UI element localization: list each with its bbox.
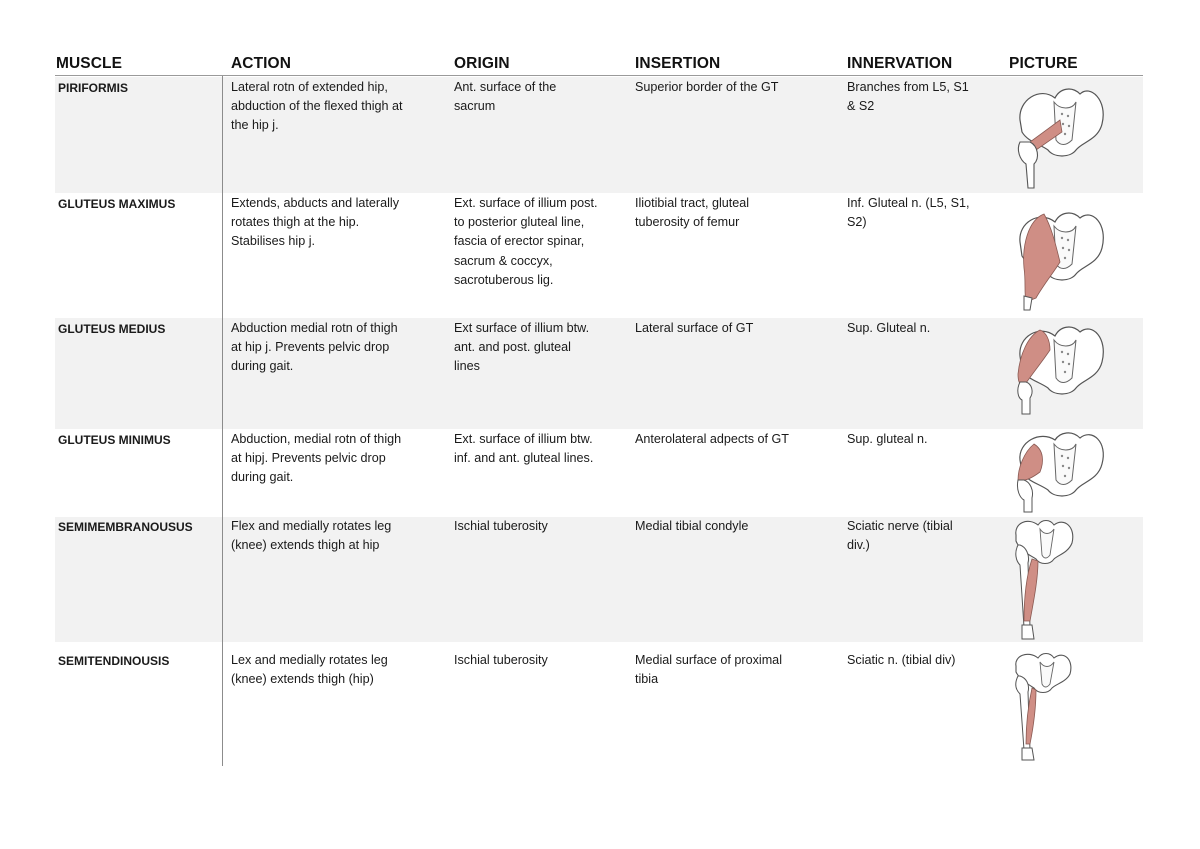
cell-action: [231, 430, 401, 488]
cell-action: [231, 194, 399, 252]
cell-line: tuberosity of femur: [635, 215, 740, 230]
cell-line: sacrum: [454, 99, 496, 114]
cell-insertion: [635, 78, 779, 97]
cell-line: Inf. Gluteal n. (L5, S1,: [847, 196, 970, 210]
cell-line: Ischial tuberosity: [454, 653, 548, 667]
cell-line: (knee) extends thigh (hip): [231, 672, 374, 687]
cell-line: Sup. Gluteal n.: [847, 321, 931, 335]
cell-line: Ext. surface of illium btw.: [454, 432, 593, 446]
cell-line: GLUTEUS MEDIUS: [58, 322, 166, 336]
cell-action: [231, 319, 398, 377]
cell-line: sacrotuberous lig.: [454, 272, 554, 287]
cell-line: Extends, abducts and laterally: [231, 196, 400, 210]
cell-line: Ant. surface of the: [454, 80, 557, 94]
header-muscle: MUSCLE: [56, 55, 123, 72]
cell-muscle: [58, 518, 193, 537]
cell-insertion: [635, 651, 782, 689]
cell-line: at hipj. Prevents pelvic drop: [231, 451, 386, 466]
row-band: [55, 77, 1143, 193]
cell-line: the hip j.: [231, 118, 279, 133]
cell-insertion: [635, 319, 753, 338]
pelvis-gluteus-medius-illustration-icon: [1010, 320, 1110, 415]
cell-line: Ischial tuberosity: [454, 519, 548, 533]
cell-line: during gait.: [231, 470, 294, 485]
header-divider: [55, 75, 1143, 76]
leg-semitendinosus-illustration-icon: [1010, 650, 1075, 762]
row-band: [55, 318, 1143, 429]
cell-line: (knee) extends thigh at hip: [231, 538, 380, 553]
cell-line: Lex and medially rotates leg: [231, 653, 388, 667]
cell-muscle: [58, 195, 175, 214]
cell-line: Anterolateral adpects of GT: [635, 432, 790, 446]
cell-innervation: [847, 517, 953, 555]
cell-muscle: [58, 431, 171, 450]
pelvis-gluteus-minimus-illustration-icon: [1010, 428, 1110, 513]
cell-action: [231, 78, 403, 136]
cell-innervation: [847, 430, 928, 449]
cell-innervation: [847, 194, 970, 232]
cell-line: lines: [454, 359, 480, 374]
cell-insertion: [635, 194, 749, 232]
cell-line: sacrum & coccyx,: [454, 253, 553, 268]
cell-innervation: [847, 78, 969, 116]
cell-line: ant. and post. gluteal: [454, 340, 571, 355]
cell-insertion: [635, 430, 789, 449]
leg-semimembranosus-illustration-icon: [1010, 517, 1080, 642]
cell-line: S2): [847, 215, 867, 230]
cell-muscle: [58, 79, 128, 98]
cell-origin: [454, 430, 593, 468]
cell-action: [231, 517, 391, 555]
column-divider: [222, 76, 223, 766]
cell-muscle: [58, 652, 169, 671]
cell-line: SEMIMEMBRANOUSUS: [58, 520, 193, 534]
cell-origin: [454, 78, 556, 116]
cell-line: GLUTEUS MINIMUS: [58, 433, 171, 447]
cell-line: Branches from L5, S1: [847, 80, 969, 94]
cell-insertion: [635, 517, 748, 536]
cell-line: Sciatic nerve (tibial: [847, 519, 953, 533]
cell-origin: [454, 319, 589, 377]
cell-muscle: [58, 320, 165, 339]
cell-line: Flex and medially rotates leg: [231, 519, 392, 533]
cell-line: to posterior gluteal line,: [454, 215, 585, 230]
cell-line: Sup. gluteal n.: [847, 432, 928, 446]
cell-line: & S2: [847, 99, 875, 114]
cell-line: inf. and ant. gluteal lines.: [454, 451, 594, 466]
cell-innervation: [847, 651, 955, 670]
cell-origin: [454, 651, 548, 670]
header-action: ACTION: [231, 55, 292, 72]
cell-line: during gait.: [231, 359, 294, 374]
header-origin: ORIGIN: [454, 55, 510, 72]
cell-line: PIRIFORMIS: [58, 81, 129, 95]
cell-line: Iliotibial tract, gluteal: [635, 196, 750, 210]
cell-line: Sciatic n. (tibial div): [847, 653, 956, 667]
cell-line: Abduction medial rotn of thigh: [231, 321, 398, 335]
cell-line: Abduction, medial rotn of thigh: [231, 432, 402, 446]
header-picture: PICTURE: [1009, 55, 1078, 72]
cell-line: fascia of erector spinar,: [454, 234, 585, 249]
cell-origin: [454, 517, 548, 536]
cell-origin: [454, 194, 597, 290]
cell-line: GLUTEUS MAXIMUS: [58, 197, 176, 211]
cell-line: Medial surface of proximal: [635, 653, 782, 667]
cell-line: SEMITENDINOUSIS: [58, 654, 170, 668]
cell-line: Superior border of the GT: [635, 80, 779, 94]
cell-line: div.): [847, 538, 870, 553]
cell-line: Ext. surface of illium post.: [454, 196, 598, 210]
cell-line: abduction of the flexed thigh at: [231, 99, 403, 114]
cell-line: Stabilises hip j.: [231, 234, 315, 249]
cell-line: Lateral rotn of extended hip,: [231, 80, 388, 94]
header-insertion: INSERTION: [635, 55, 721, 72]
cell-line: at hip j. Prevents pelvic drop: [231, 340, 390, 355]
cell-line: Ext surface of illium btw.: [454, 321, 590, 335]
cell-line: Lateral surface of GT: [635, 321, 754, 335]
cell-action: [231, 651, 388, 689]
pelvis-gluteus-maximus-illustration-icon: [1010, 206, 1110, 311]
cell-line: Medial tibial condyle: [635, 519, 749, 533]
header-innervation: INNERVATION: [847, 55, 953, 72]
cell-innervation: [847, 319, 930, 338]
row-band: [55, 517, 1143, 642]
cell-line: tibia: [635, 672, 659, 687]
pelvis-piriformis-illustration-icon: [1010, 80, 1110, 190]
cell-line: rotates thigh at the hip.: [231, 215, 360, 230]
